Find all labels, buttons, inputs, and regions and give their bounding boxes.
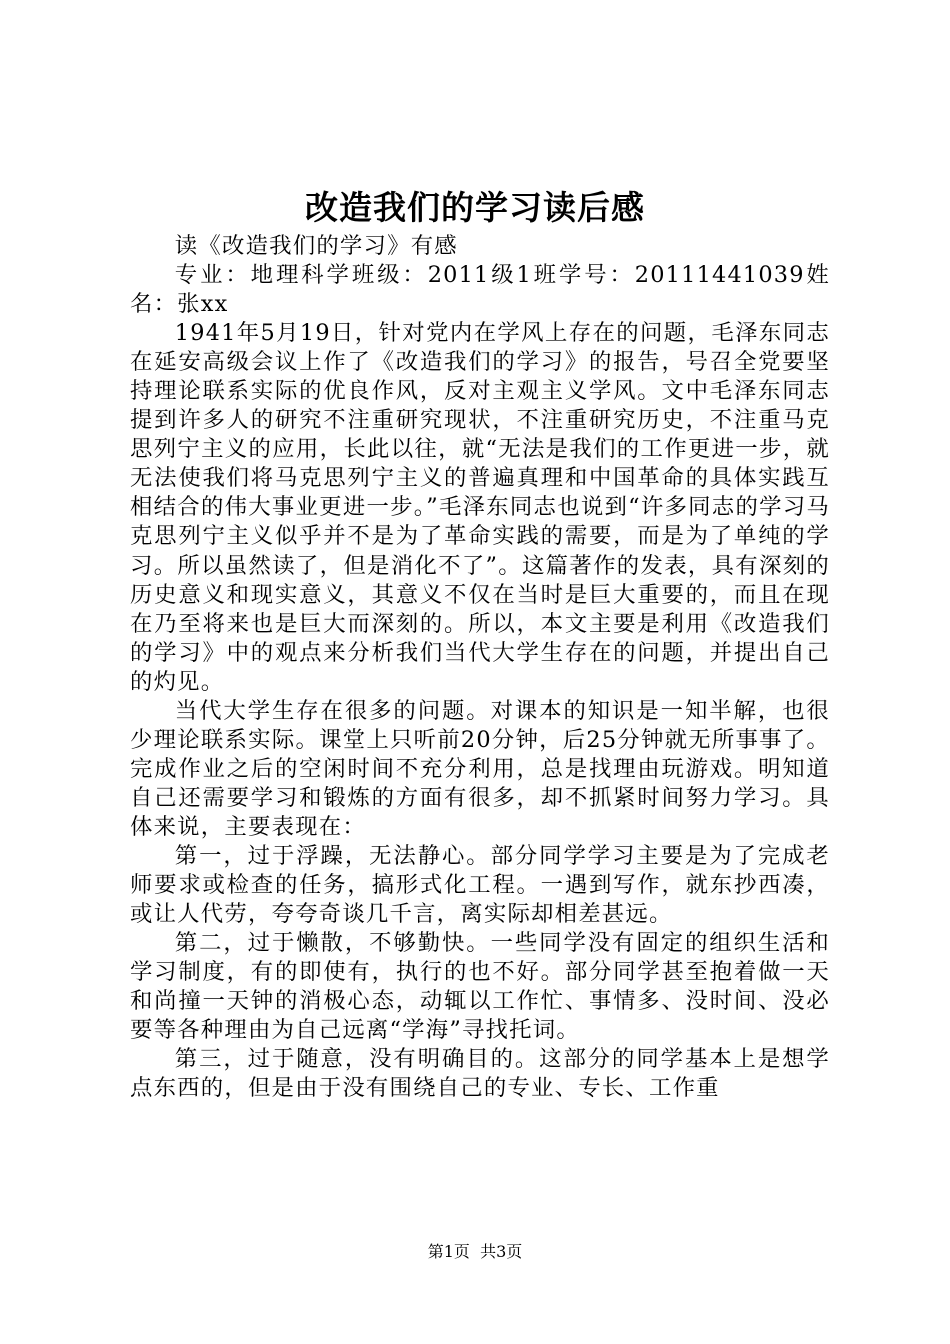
body-paragraph: 第三，过于随意，没有明确目的。这部分的同学基本上是想学点东西的，但是由于没有围绕自己的专业、专长、工作重 bbox=[130, 1046, 830, 1102]
subtitle-paragraph: 读《改造我们的学习》有感 bbox=[174, 233, 458, 259]
page-total: 共3页 bbox=[480, 1242, 523, 1261]
page-footer bbox=[0, 1241, 950, 1263]
author-info-paragraph: 专业：地理科学班级：2011级1班学号：20111441039姓名：张xx bbox=[130, 262, 830, 318]
body-paragraph: 第二，过于懒散，不够勤快。一些同学没有固定的组织生活和学习制度，有的即使有，执行的也不好。部分同学甚至抱着做一天和尚撞一天钟的消极心态，动辄以工作忙、事情多、没时间、没必要等各种理由为自己远离“学海”寻找托词。 bbox=[130, 930, 830, 1044]
body-paragraph: 当代大学生存在很多的问题。对课本的知识是一知半解，也很少理论联系实际。课堂上只听前20分钟，后25分钟就无所事事了。完成作业之后的空闲时间不充分利用，总是找理由玩游戏。明知道自己还需要学习和锻炼的方面有很多，却不抓紧时间努力学习。具体来说，主要表现在： bbox=[130, 697, 830, 840]
document-body bbox=[130, 232, 830, 1103]
body-paragraph: 第一，过于浮躁，无法静心。部分同学学习主要是为了完成老师要求或检查的任务，搞形式化工程。一遇到写作，就东抄西凑，或让人代劳，夸夸奇谈几千言，离实际却相差甚远。 bbox=[130, 842, 830, 928]
document-title: 改造我们的学习读后感 bbox=[305, 188, 645, 227]
body-paragraph: 1941年5月19日，针对党内在学风上存在的问题，毛泽东同志在延安高级会议上作了《改造我们的学习》的报告，号召全党要坚持理论联系实际的优良作风，反对主观主义学风。文中毛泽东同志提到许多人的研究不注重研究现状，不注重研究历史，不注重马克思列宁主义的应用，长此以往，就“无法是我们的工作更进一步，就无法使我们将马克思列宁主义的普遍真理和中国革命的具体实践互相结合的伟大事业更进一步。”毛泽东同志也说到“许多同志的学习马克思列宁主义似乎并不是为了革命实践的需要，而是为了单纯的学习。所以虽然读了，但是消化不了”。这篇著作的发表，具有深刻的历史意义和现实意义，其意义不仅在当时是巨大重要的，而且在现在乃至将来也是巨大而深刻的。所以，本文主要是利用《改造我们的学习》中的观点来分析我们当代大学生存在的问题，并提出自己的灼见。 bbox=[130, 320, 830, 695]
page-number: 第1页 bbox=[427, 1242, 470, 1261]
